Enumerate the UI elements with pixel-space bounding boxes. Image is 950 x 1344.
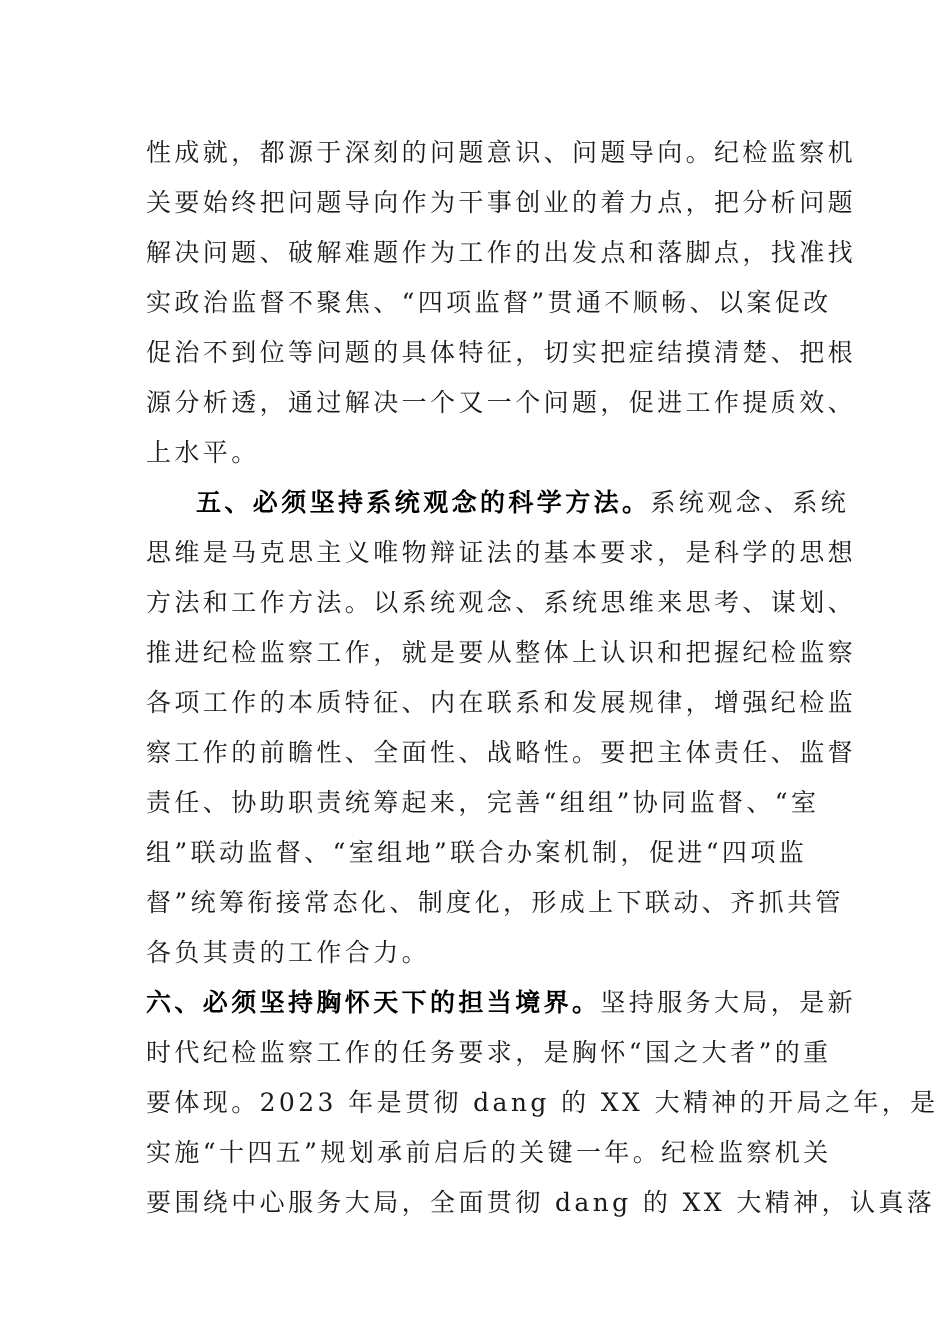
body-text-line: 关要始终把问题导向作为干事创业的着力点，把分析问题: [146, 188, 857, 217]
body-text-line: 责任、协助职责统筹起来，完善“组组”协同监督、“室: [146, 788, 820, 817]
body-text-line: 实施“十四五”规划承前启后的关键一年。纪检监察机关: [146, 1138, 832, 1167]
section-five-first-line: [196, 486, 849, 520]
body-text-line: 解决问题、破解难题作为工作的出发点和落脚点，找准找: [146, 238, 857, 267]
section-six-lead-text: 坚持服务大局，是新: [600, 988, 857, 1017]
body-text-line: 时代纪检监察工作的任务要求，是胸怀“国之大者”的重: [146, 1038, 832, 1067]
body-text-line: 各项工作的本质特征、内在联系和发展规律，增强纪检监: [146, 688, 857, 717]
body-text-line: 要围绕中心服务大局，全面贯彻 dang 的 XX 大精神，认真落: [146, 1188, 936, 1217]
section-six-heading: 六、必须坚持胸怀天下的担当境界。: [146, 988, 601, 1017]
body-text-line: 实政治监督不聚焦、“四项监督”贯通不顺畅、以案促改: [146, 288, 832, 317]
body-text-line: 思维是马克思主义唯物辩证法的基本要求，是科学的思想: [146, 538, 857, 567]
section-five-heading: 五、必须坚持系统观念的科学方法。: [196, 488, 651, 517]
body-text-line: 促治不到位等问题的具体特征，切实把症结摸清楚、把根: [146, 338, 857, 367]
body-text-line: 方法和工作方法。以系统观念、系统思维来思考、谋划、: [146, 588, 857, 617]
body-text-line: 性成就，都源于深刻的问题意识、问题导向。纪检监察机: [146, 138, 857, 167]
body-text-line: 察工作的前瞻性、全面性、战略性。要把主体责任、监督: [146, 738, 857, 767]
body-text-line: 各负其责的工作合力。: [146, 938, 431, 967]
section-six-first-line: [146, 986, 856, 1020]
body-text-line: 源分析透，通过解决一个又一个问题，促进工作提质效、: [146, 388, 857, 417]
body-text-line: 要体现。2023 年是贯彻 dang 的 XX 大精神的开局之年，是: [146, 1088, 939, 1117]
body-text-line: 推进纪检监察工作，就是要从整体上认识和把握纪检监察: [146, 638, 857, 667]
body-text-line: 组”联动监督、“室组地”联合办案机制，促进“四项监: [146, 838, 808, 867]
body-text-line: 督”统筹衔接常态化、制度化，形成上下联动、齐抓共管: [146, 888, 844, 917]
body-text-line: 上水平。: [146, 438, 260, 467]
section-five-lead-text: 系统观念、系统: [650, 488, 850, 517]
